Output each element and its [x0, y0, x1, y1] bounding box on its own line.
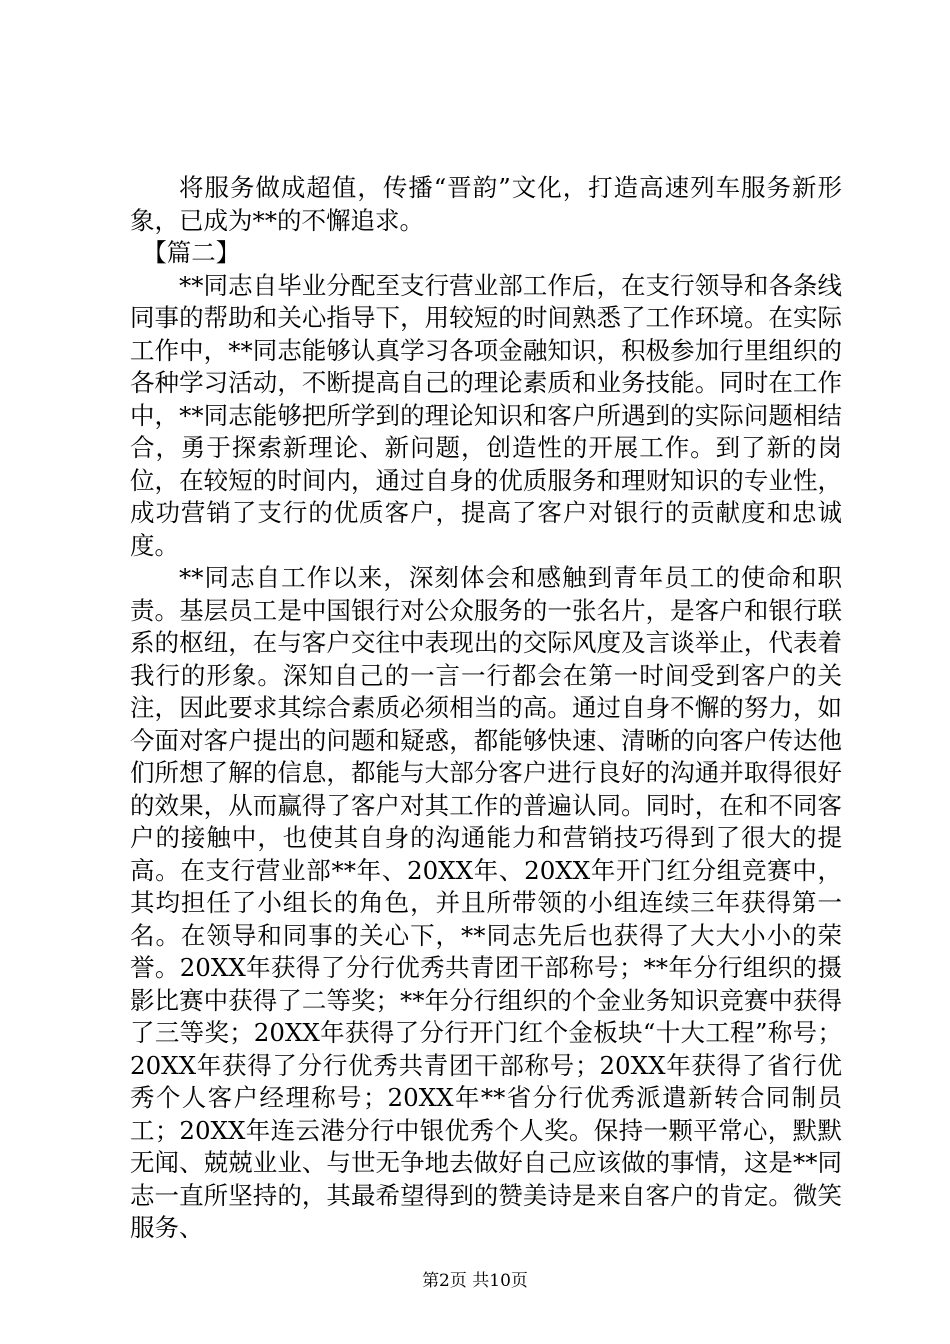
- paragraph-3: **同志自工作以来，深刻体会和感触到青年员工的使命和职责。基层员工是中国银行对公众服务的一张名片，是客户和银行联系的枢纽，在与客户交往中表现出的交际风度及言谈举止，代表着我行的形象。深知自己的一言一行都会在第一时间受到客户的关注，因此要求其综合素质必须相当的高。通过自身不懈的努力，如今面对客户提出的问题和疑惑，都能够快速、清晰的向客户传达他们所想了解的信息，都能与大部分客户进行良好的沟通并取得很好的效果，从而赢得了客户对其工作的普遍认同。同时，在和不同客户的接触中，也使其自身的沟通能力和营销技巧得到了很大的提高。在支行营业部**年、20XX年、20XX年开门红分组竞赛中，其均担任了小组长的角色，并且所带领的小组连续三年获得第一名。在领导和同事的关心下，**同志先后也获得了大大小小的荣誉。20XX年获得了分行优秀共青团干部称号；**年分行组织的摄影比赛中获得了二等奖；**年分行组织的个金业务知识竞赛中获得了三等奖；20XX年获得了分行开门红个金板块“十大工程”称号；20XX年获得了分行优秀共青团干部称号；20XX年获得了省行优秀个人客户经理称号；20XX年**省分行优秀派遣新转合同制员工；20XX年连云港分行中银优秀个人奖。保持一颗平常心，默默无闻、兢兢业业、与世无争地去做好自己应该做的事情，这是**同志一直所坚持的，其最希望得到的赞美诗是来自客户的肯定。微笑服务、: [130, 563, 842, 1242]
- paragraph-1: 将服务做成超值，传播“晋韵”文化，打造高速列车服务新形象，已成为**的不懈追求。: [130, 173, 842, 235]
- section-heading: 【篇二】: [142, 238, 241, 267]
- paragraph-2: **同志自毕业分配至支行营业部工作后，在支行领导和各条线同事的帮助和关心指导下，用较短的时间熟悉了工作环境。在实际工作中，**同志能够认真学习各项金融知识，积极参加行里组织的各种学习活动，不断提高自己的理论素质和业务技能。同时在工作中，**同志能够把所学到的理论知识和客户所遇到的实际问题相结合，勇于探索新理论、新问题，创造性的开展工作。到了新的岗位，在较短的时间内，通过自身的优质服务和理财知识的专业性，成功营销了支行的优质客户，提高了客户对银行的贡献度和忠诚度。: [130, 270, 842, 560]
- document-body: [130, 172, 842, 1245]
- page-number-footer: 第2页 共10页: [422, 1271, 528, 1291]
